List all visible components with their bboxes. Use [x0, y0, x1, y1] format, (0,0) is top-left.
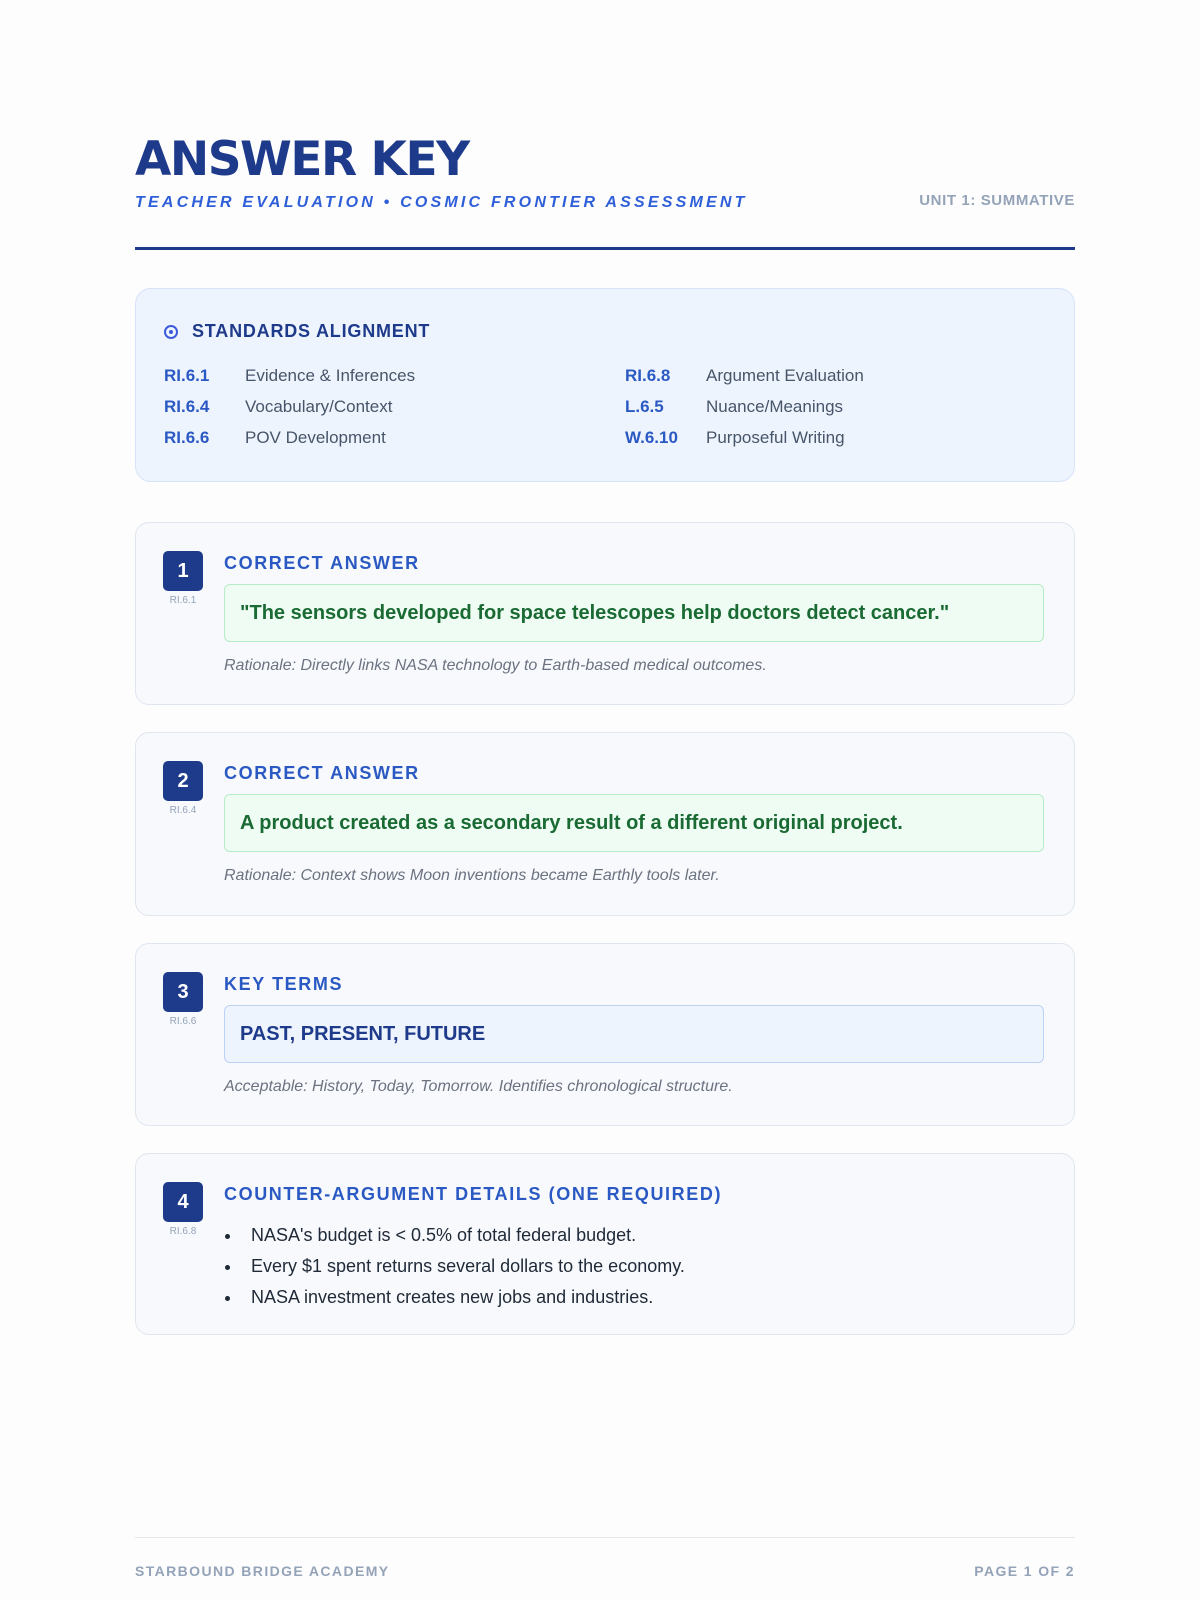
page-number: PAGE 1 OF 2: [974, 1563, 1075, 1579]
counter-argument-list: [224, 1220, 685, 1313]
standard-description: Argument Evaluation: [706, 366, 864, 385]
standard-item: [164, 364, 415, 388]
standard-code: RI.6.6: [164, 428, 210, 447]
standard-description: POV Development: [245, 428, 386, 447]
question-label: COUNTER-ARGUMENT DETAILS (ONE REQUIRED): [224, 1184, 723, 1204]
question-card-3: [135, 943, 1075, 1126]
question-number-badge: 2: [163, 761, 203, 801]
question-label: CORRECT ANSWER: [224, 763, 420, 783]
standard-code: W.6.10: [625, 428, 678, 447]
question-number-badge: 1: [163, 551, 203, 591]
key-terms-box: PAST, PRESENT, FUTURE: [224, 1005, 1044, 1063]
question-standard-tag: RI.6.6: [169, 1016, 197, 1027]
rationale-text: Rationale: Context shows Moon inventions became Earthly tools later.: [224, 867, 720, 884]
standards-alignment-panel: [135, 288, 1075, 482]
standard-description: Purposeful Writing: [706, 428, 845, 447]
question-standard-tag: RI.6.8: [169, 1226, 197, 1237]
question-number-badge: 4: [163, 1182, 203, 1222]
standard-description: Nuance/Meanings: [706, 397, 844, 416]
question-label: KEY TERMS: [224, 974, 344, 994]
standard-item: [625, 395, 843, 419]
page-footer: [135, 1537, 1075, 1579]
standard-description: Evidence & Inferences: [245, 366, 416, 385]
standards-header: [164, 321, 430, 342]
standard-item: [625, 426, 845, 450]
list-item: Every $1 spent returns several dollars to the economy.: [224, 1251, 685, 1282]
question-label: CORRECT ANSWER: [224, 553, 420, 573]
correct-answer-box: "The sensors developed for space telescopes help doctors detect cancer.": [224, 584, 1044, 642]
question-standard-tag: RI.6.4: [169, 805, 197, 816]
standard-item: [625, 364, 864, 388]
standard-description: Vocabulary/Context: [245, 397, 393, 416]
question-standard-tag: RI.6.1: [169, 595, 197, 606]
correct-answer-box: A product created as a secondary result of a different original project.: [224, 794, 1044, 852]
rationale-text: Rationale: Directly links NASA technology to Earth-based medical outcomes.: [224, 657, 767, 674]
unit-label: UNIT 1: SUMMATIVE: [919, 192, 1075, 209]
question-card-4: [135, 1153, 1075, 1335]
answer-key-page: [135, 0, 1075, 1600]
standard-code: RI.6.8: [625, 366, 671, 385]
question-number-badge: 3: [163, 972, 203, 1012]
standard-item: [164, 426, 386, 450]
acceptable-answers-text: Acceptable: History, Today, Tomorrow. Identifies chronological structure.: [224, 1078, 733, 1095]
standard-code: RI.6.4: [164, 397, 210, 416]
school-name: STARBOUND BRIDGE ACADEMY: [135, 1563, 390, 1579]
standard-item: [164, 395, 392, 419]
standards-title: STANDARDS ALIGNMENT: [192, 321, 431, 341]
page-title: ANSWER KEY: [135, 132, 469, 187]
list-item: NASA investment creates new jobs and industries.: [224, 1282, 685, 1313]
page-subtitle: TEACHER EVALUATION • COSMIC FRONTIER ASSESSMENT: [135, 194, 748, 211]
list-item: NASA's budget is < 0.5% of total federal budget.: [224, 1220, 685, 1251]
question-card-2: [135, 732, 1075, 916]
standard-code: RI.6.1: [164, 366, 210, 385]
question-card-1: [135, 522, 1075, 705]
standard-code: L.6.5: [625, 397, 664, 416]
page-header: [135, 132, 1075, 250]
target-icon: [164, 325, 178, 339]
